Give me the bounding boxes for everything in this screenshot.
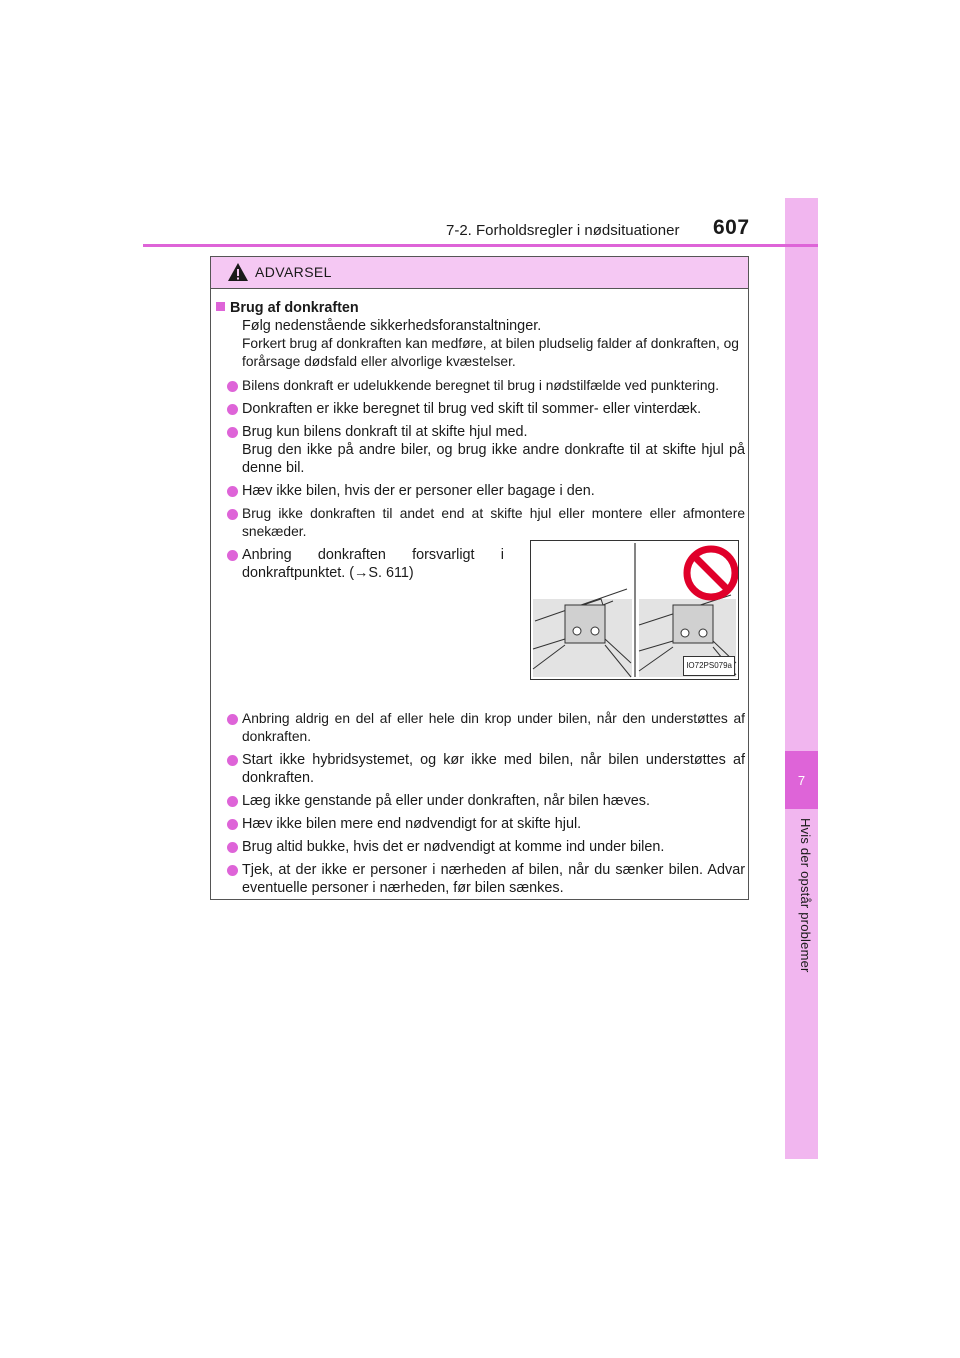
warning-content [216,299,745,902]
list-item: Tjek, at der ikke er personer i nærheden af bilen, når du sænker bilen. Advar eventuelle personer i nærheden, før bilen sænkes. [216,861,745,897]
list-item: Bilens donkraft er udelukkende beregnet til brug i nødstilfælde ved punktering. [216,377,745,395]
bullet-dot-icon [227,865,238,876]
list-item: Hæv ikke bilen, hvis der er personer eller bagage i den. [216,482,745,500]
bullet-dot-icon [227,381,238,392]
bullet-dot-icon [227,714,238,725]
list-item: Anbring aldrig en del af eller hele din krop under bilen, når den understøttes af donkraften. [216,710,745,746]
chapter-number: 7 [785,751,818,809]
warning-list-bottom [216,710,745,897]
figure-id: IO72PS079a [683,656,735,676]
bullet-dot-icon [227,404,238,415]
bullet-dot-icon [227,819,238,830]
header-divider [143,244,818,247]
warning-label: ADVARSEL [255,264,332,280]
square-bullet-icon [216,302,225,311]
warning-intro: Følg nedenstående sikkerhedsforanstaltninger. [242,318,542,334]
list-item: Donkraften er ikke beregnet til brug ved skift til sommer- eller vinterdæk. [216,400,745,418]
warning-heading: Brug af donkraften [216,299,745,317]
list-item: Hæv ikke bilen mere end nødvendigt for at skifte hjul. [216,815,745,833]
warning-list-top [216,377,745,541]
jack-point-item [216,546,745,704]
warning-box [210,256,749,900]
section-title: 7-2. Forholdsregler i nødsituationer [446,222,680,239]
warning-intro-detail: Forkert brug af donkraften kan medføre, at bilen pludselig falder af donkraften, og forårsage dødsfald eller alvorlige kvæstelser. [242,336,739,369]
bullet-dot-icon [227,796,238,807]
list-item: Læg ikke genstande på eller under donkraften, når bilen hæves. [216,792,745,810]
bullet-dot-icon [227,486,238,497]
list-item: Brug altid bukke, hvis det er nødvendigt at komme ind under bilen. [216,838,745,856]
bullet-dot-icon [227,509,238,520]
warning-header [211,257,748,289]
chapter-side-tab [785,198,818,1159]
bullet-dot-icon [227,427,238,438]
list-item: Anbring donkraften forsvarligt i donkraftpunktet. (→S. 611) [216,546,745,582]
bullet-dot-icon [227,755,238,766]
bullet-dot-icon [227,550,238,561]
list-item: Brug ikke donkraften til andet end at skifte hjul eller montere eller afmontere snekæder. [216,505,745,541]
warning-triangle-icon [227,262,249,282]
page-number: 607 [713,216,750,239]
list-item: Start ikke hybridsystemet, og kør ikke med bilen, når bilen understøttes af donkraften. [216,751,745,787]
jack-placement-figure [530,540,739,680]
bullet-dot-icon [227,842,238,853]
chapter-title: Hvis der opstår problemer [798,818,813,973]
list-item: Brug kun bilens donkraft til at skifte hjul med. Brug den ikke på andre biler, og brug ikke andre donkrafte til at skifte hjul på denne bil. [216,423,745,477]
